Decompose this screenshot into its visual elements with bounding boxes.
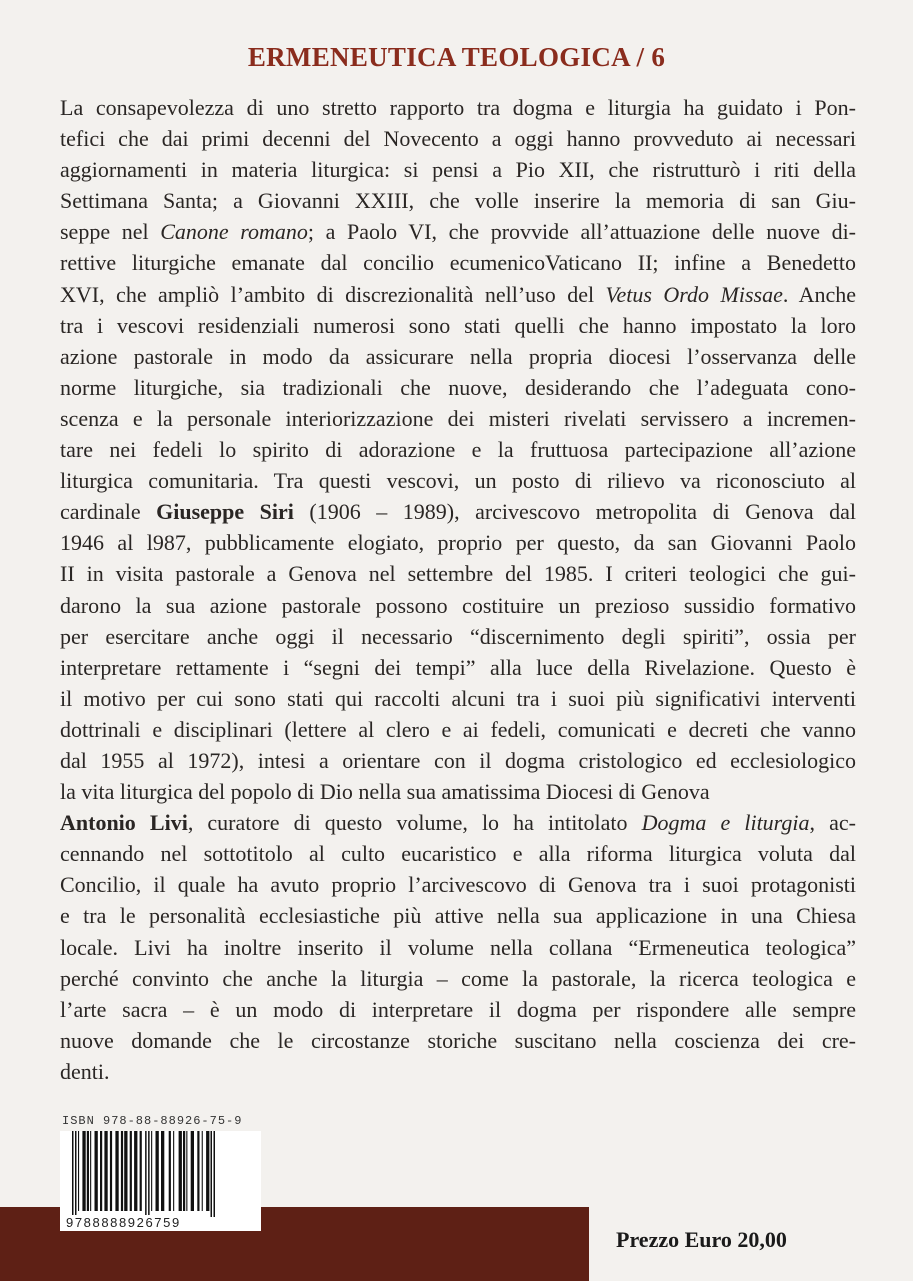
text-line: l’arte sacra – è un modo di interpretare il dogma per rispondere alle sempre xyxy=(60,996,856,1022)
bold-name-giuseppe-siri: Giuseppe Siri xyxy=(156,499,294,525)
barcode-bar xyxy=(148,1131,150,1217)
text-line: denti. xyxy=(60,1058,110,1084)
barcode-bar xyxy=(197,1131,199,1211)
text-line: aggiornamenti in materia liturgica: si pensi a Pio XII, che ristrutturò i riti della xyxy=(60,157,856,183)
text-line: per esercitare anche oggi il necessario “discernimento degli spiriti”, ossia per xyxy=(60,623,856,649)
text-line: azione pastorale in modo da assicurare nella propria diocesi l’osservanza delle xyxy=(60,343,856,369)
barcode-bar xyxy=(202,1131,203,1211)
ean-digits: 9788888926759 xyxy=(62,1215,185,1230)
price-label: Prezzo Euro 20,00 xyxy=(616,1227,787,1252)
barcode-bar xyxy=(95,1131,98,1211)
barcode-bar xyxy=(191,1131,194,1211)
series-title: ERMENEUTICA TEOLOGICA / 6 xyxy=(247,42,666,72)
barcode-bars xyxy=(70,1131,251,1217)
isbn-label: ISBN 978-88-88926-75-9 xyxy=(62,1114,243,1128)
barcode-bar xyxy=(100,1131,102,1211)
text-line: il motivo per cui sono stati qui raccolti alcuni tra i suoi più significativi interventi xyxy=(60,685,856,711)
barcode-bar xyxy=(145,1131,147,1217)
barcode-bar xyxy=(130,1131,132,1211)
text-line: tare nei fedeli lo spirito di adorazione e la fruttuosa partecipazione all’azione xyxy=(60,437,856,463)
italic-title-vetus-ordo: Vetus Ordo Missae xyxy=(605,281,783,307)
barcode-bar xyxy=(161,1131,164,1211)
barcode-bar xyxy=(179,1131,182,1211)
barcode-bar xyxy=(115,1131,118,1211)
barcode-bar xyxy=(173,1131,174,1211)
barcode-bar xyxy=(134,1131,137,1211)
barcode-bar xyxy=(183,1131,185,1211)
barcode-bar xyxy=(206,1131,209,1211)
text-line: e tra le personalità ecclesiastiche più attive nella sua applicazione in una Chiesa xyxy=(60,903,856,929)
text-line: Concilio, il quale ha avuto proprio l’arcivescovo di Genova tra i suoi protagonisti xyxy=(60,872,856,898)
barcode-bar xyxy=(169,1131,171,1211)
text-line: tefici che dai primi decenni del Novecento a oggi hanno provveduto ai necessari xyxy=(60,126,856,152)
barcode-bar xyxy=(211,1131,213,1217)
barcode-bar xyxy=(110,1131,112,1211)
barcode-bar xyxy=(78,1131,79,1211)
text-line: nuove domande che le circostanze storiche suscitano nella coscienza dei cre- xyxy=(60,1027,856,1053)
text-line: dal 1955 al 1972), intesi a orientare con il dogma cristologico ed ecclesiologico xyxy=(60,747,856,773)
barcode-bar xyxy=(151,1131,152,1211)
text-line: norme liturgiche, sia tradizionali che nuove, desiderando che l’adeguata cono- xyxy=(60,374,856,400)
barcode-bar xyxy=(90,1131,91,1211)
text-line: la vita liturgica del popolo di Dio nella sua amatissima Diocesi di Genova xyxy=(60,779,710,805)
text-line: seppe nel Canone romano; a Paolo VI, che provvide all’attuazione delle nuove di- xyxy=(60,219,857,245)
text-line: II in visita pastorale a Genova nel settembre del 1985. I criteri teologici che gui- xyxy=(60,561,856,587)
text-line: 1946 al l987, pubblicamente elogiato, proprio per questo, da san Giovanni Paolo xyxy=(60,530,856,556)
back-cover-blurb xyxy=(60,92,856,1087)
text-line: perché convinto che anche la liturgia – come la pastorale, la ricerca teologica e xyxy=(60,965,856,991)
barcode-bar xyxy=(186,1131,187,1211)
text-line: darono la sua azione pastorale possono costituire un prezioso sussidio formativo xyxy=(60,592,856,618)
text-line: interpretare rettamente i “segni dei tempi” alla luce della Rivelazione. Questo è xyxy=(60,654,856,680)
text-line: Settimana Santa; a Giovanni XXIII, che volle inserire la memoria di san Giu- xyxy=(60,188,856,214)
barcode-bar xyxy=(124,1131,127,1211)
italic-title-dogma-e-liturgia: Dogma e liturgia xyxy=(641,810,810,836)
text-line: rettive liturgiche emanate dal concilio ecumenicoVaticano II; infine a Benedetto xyxy=(60,250,856,276)
italic-title-canone-romano: Canone romano xyxy=(160,219,308,245)
barcode-bar xyxy=(75,1131,77,1217)
barcode-bar xyxy=(82,1131,85,1211)
text-line: tra i vescovi residenziali numerosi sono stati quelli che hanno impostato la loro xyxy=(60,312,856,338)
barcode-bar xyxy=(214,1131,216,1217)
text-line: locale. Livi ha inoltre inserito il volume nella collana “Ermeneutica teologica” xyxy=(60,934,856,960)
barcode-bar xyxy=(72,1131,74,1217)
barcode-bar xyxy=(121,1131,123,1211)
barcode-bar xyxy=(87,1131,89,1211)
text-line: cennando nel sottotitolo al culto eucaristico e alla riforma liturgica voluta dal xyxy=(60,841,856,867)
text-line: liturgica comunitaria. Tra questi vescovi, un posto di rilievo va riconosciuto al xyxy=(60,468,856,494)
text-line: dottrinali e disciplinari (lettere al clero e ai fedeli, comunicati e decreti che vanno xyxy=(60,716,856,742)
text-line: cardinale Giuseppe Siri (1906 – 1989), arcivescovo metropolita di Genova dal xyxy=(60,499,856,525)
text-line: XVI, che ampliò l’ambito di discrezionalità nell’uso del Vetus Ordo Missae. Anche xyxy=(60,281,856,307)
barcode-bar xyxy=(156,1131,159,1211)
barcode-bar xyxy=(140,1131,142,1211)
text-line: Antonio Livi, curatore di questo volume, lo ha intitolato Dogma e liturgia, ac- xyxy=(60,810,857,836)
text-line: scenza e la personale interiorizzazione dei misteri rivelati servissero a incremen- xyxy=(60,405,856,431)
text-line: La consapevolezza di uno stretto rapporto tra dogma e liturgia ha guidato i Pon- xyxy=(60,95,856,120)
barcode-bar xyxy=(104,1131,107,1211)
bold-name-antonio-livi: Antonio Livi xyxy=(60,810,188,836)
